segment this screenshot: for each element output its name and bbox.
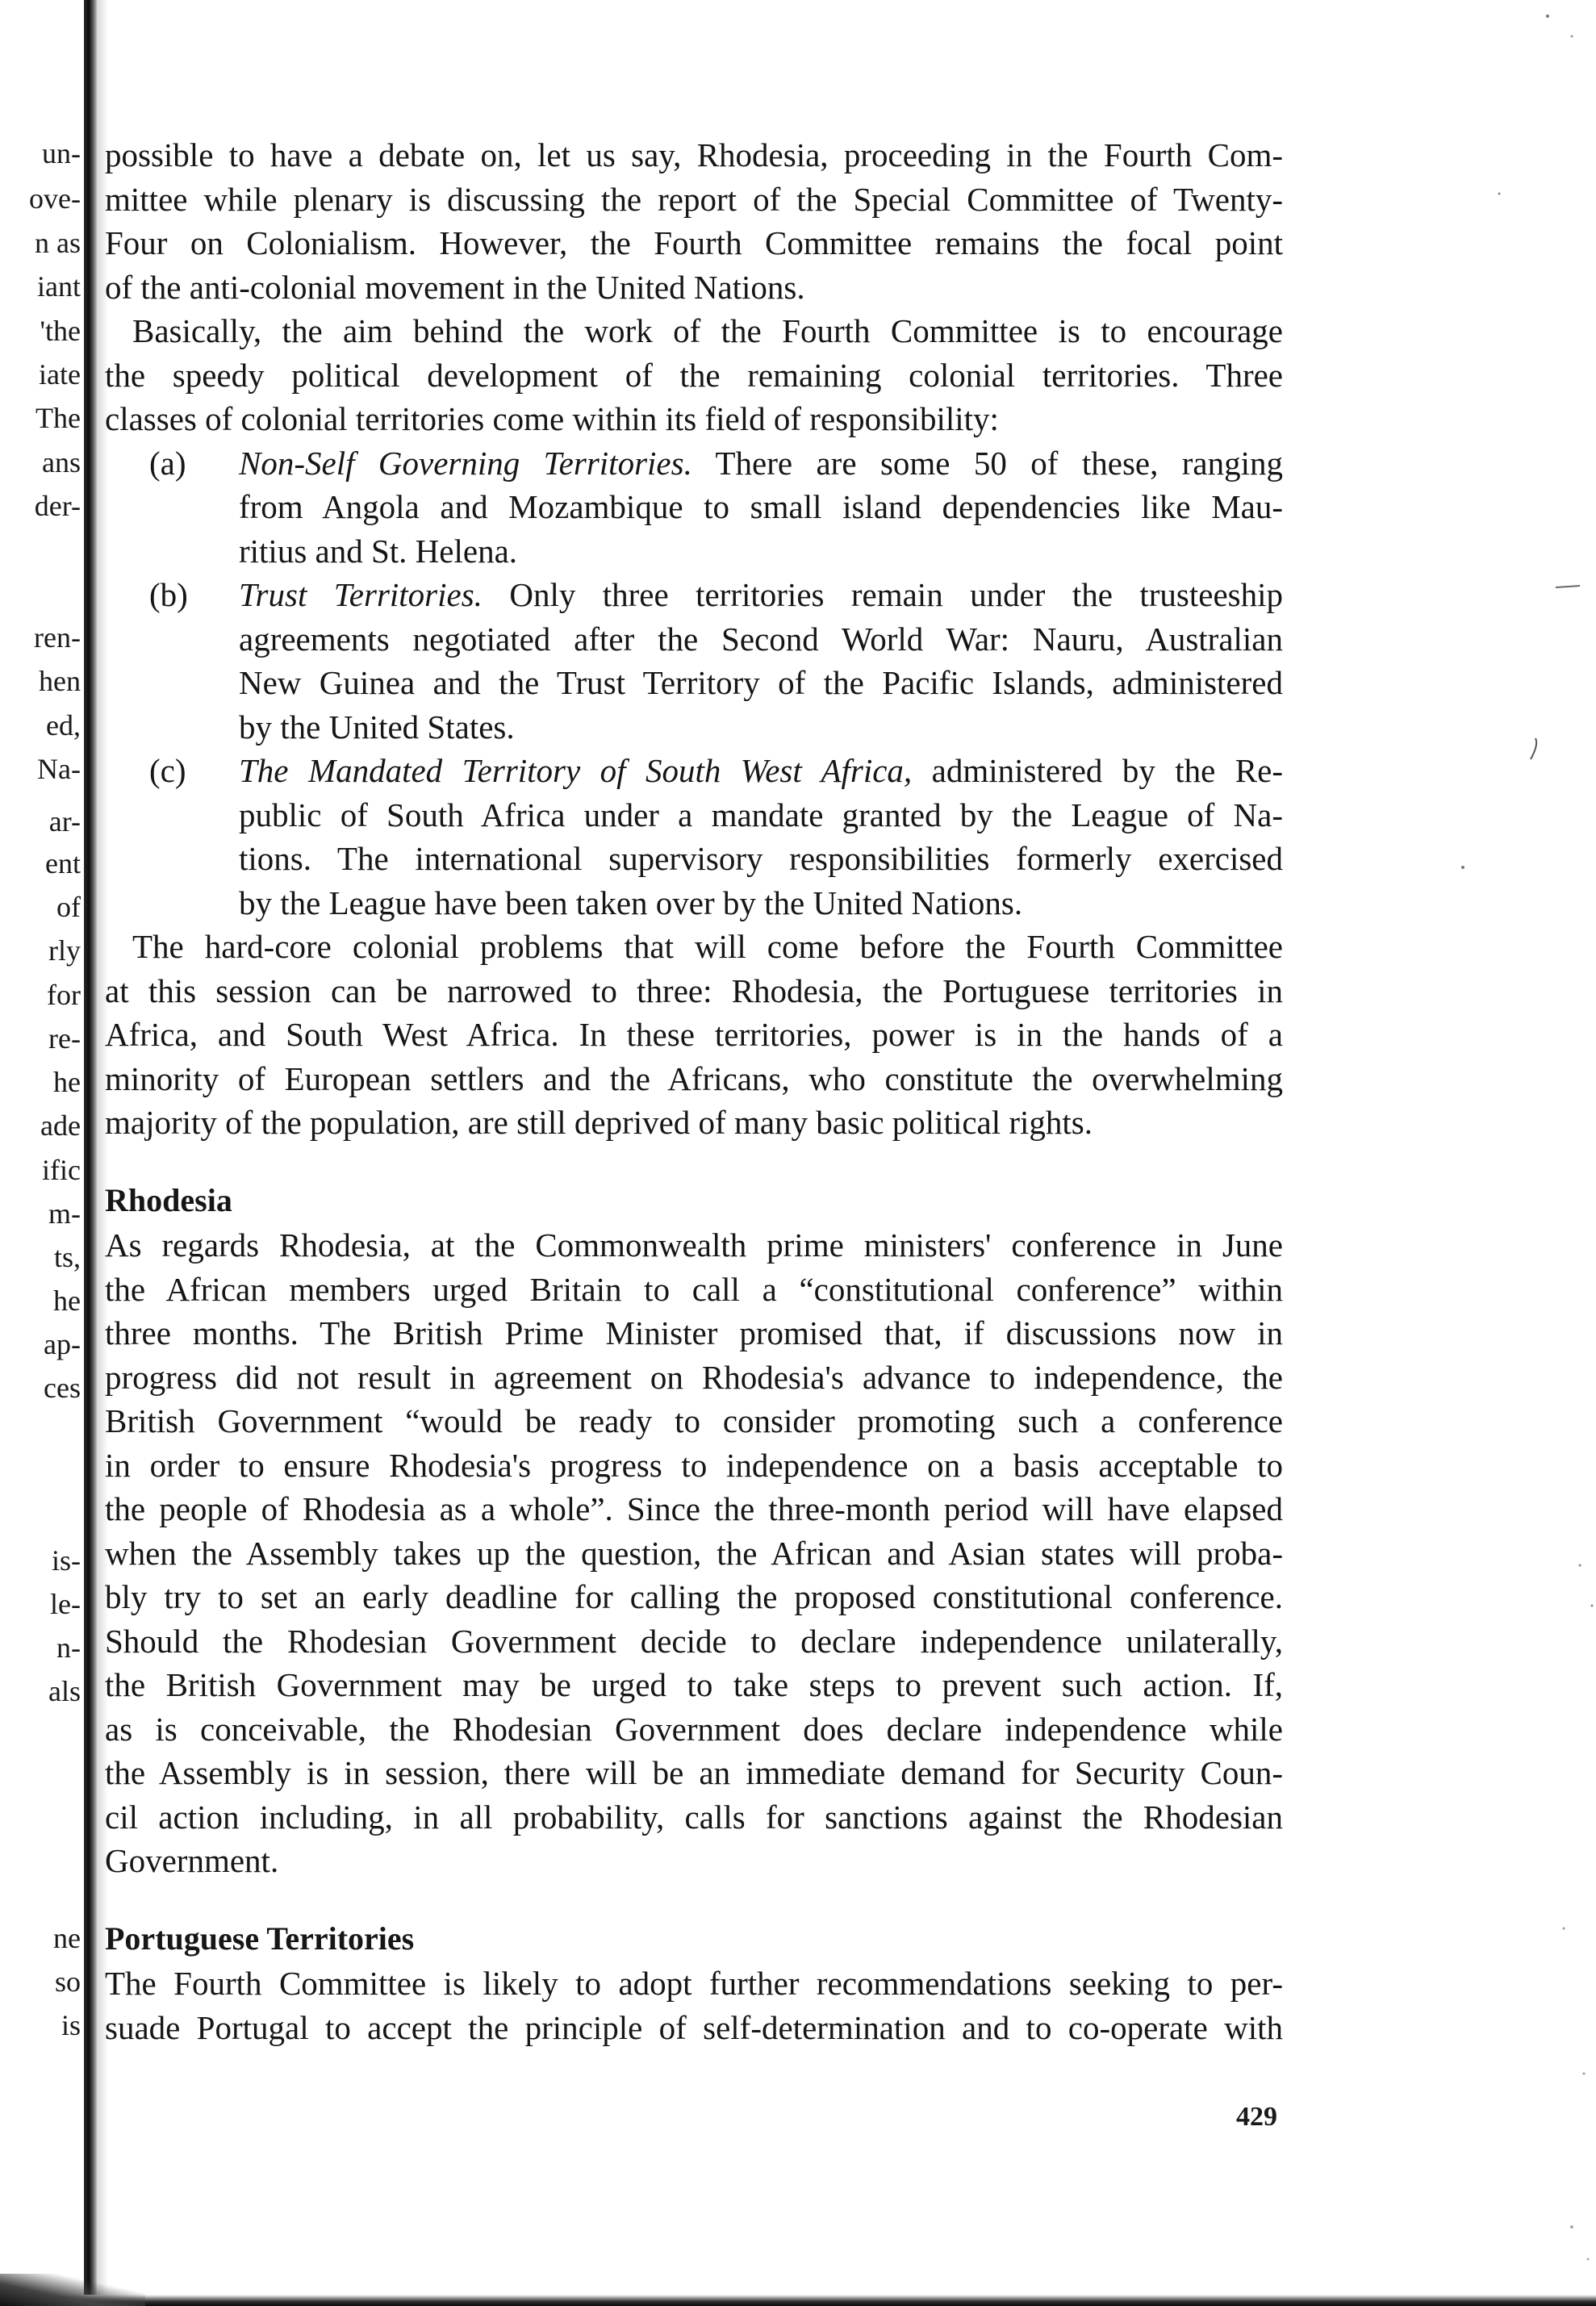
intro-paragraph (105, 133, 1283, 309)
item-first-line (105, 441, 1283, 486)
text-line: mittee while plenary is discussing the report of the Special Committee of Twenty- (105, 180, 1283, 218)
text-line: by the League have been taken over by the United Nations. (239, 884, 1023, 921)
text-line: Four on Colonialism. However, the Fourth Committee remains the focal point (105, 224, 1283, 261)
rhodesia-section (105, 1179, 1283, 1883)
text-line: The Fourth Committee is likely to adopt further recommendations seeking to per- (105, 1965, 1283, 2002)
list-item-a (105, 441, 1283, 574)
section-heading: Rhodesia (105, 1181, 232, 1218)
item-title: Trust Territories. (239, 576, 483, 613)
text-line: the African members urged Britain to call a “constitutional conference” within (105, 1270, 1283, 1308)
text-line: by the United States. (239, 708, 515, 746)
fragment: iant (37, 270, 81, 303)
fragment: der- (34, 490, 81, 522)
page-number: 429 (1236, 2102, 1277, 2132)
fragment: he (53, 1066, 81, 1098)
text-line: the British Government may be urged to take steps to prevent such action. If, (105, 1666, 1283, 1703)
item-title: The Mandated Territory of South West Africa, (239, 752, 913, 789)
text-line: the Assembly is in session, there will be an immediate demand for Security Coun- (105, 1754, 1283, 1791)
fragment: ces (44, 1372, 81, 1404)
fragment: ific (42, 1154, 81, 1186)
item-text: administered by the Re- (912, 752, 1284, 789)
text-line: possible to have a debate on, let us say, Rhodesia, proceeding in the Fourth Com- (105, 136, 1283, 173)
list-item-c (105, 749, 1283, 925)
fragment: ade (40, 1109, 81, 1142)
text-line: suade Portugal to accept the principle of self-determination and to co-operate with (105, 2008, 1283, 2046)
text-line: progress did not result in agreement on Rhodesia's advance to independence, the (105, 1358, 1283, 1396)
text-line: New Guinea and the Trust Territory of the Pacific Islands, administered (239, 664, 1283, 701)
fragment: ne (53, 1922, 81, 1954)
text-line: of the anti-colonial movement in the United Nations. (105, 268, 805, 306)
text-line: the people of Rhodesia as a whole”. Since the three-month period will have elapsed (105, 1490, 1283, 1527)
text-line: majority of the population, are still deprived of many basic political rights. (105, 1104, 1093, 1141)
text-line: tions. The international supervisory responsibilities formerly exercised (239, 840, 1283, 877)
text-line: Should the Rhodesian Government decide to declare independence unilaterally, (105, 1622, 1283, 1660)
text-line: bly try to set an early deadline for calling the proposed constitutional conference. (105, 1578, 1283, 1615)
fragment: he (53, 1285, 81, 1317)
fragment: als (48, 1675, 81, 1707)
text-line: classes of colonial territories come within its field of responsibility: (105, 400, 999, 437)
fragment: ap- (44, 1328, 81, 1360)
fragment: rly (48, 934, 81, 967)
fragment: ans (42, 446, 81, 478)
text-line: ritius and St. Helena. (239, 532, 518, 570)
item-first-line (105, 573, 1283, 617)
text-line: agreements negotiated after the Second World War: Nauru, Australian (239, 620, 1283, 658)
text-line: when the Assembly takes up the question, the African and Asian states will proba- (105, 1534, 1283, 1572)
scan-speckles (1451, 0, 1596, 2306)
page-bottom-edge (0, 2295, 1596, 2306)
item-text: There are some 50 of these, ranging (691, 444, 1283, 482)
section-heading: Portuguese Territories (105, 1920, 415, 1957)
text-line: public of South Africa under a mandate granted by the League of Na- (239, 796, 1283, 833)
aims-paragraph (105, 309, 1283, 441)
item-marker: (a) (149, 444, 186, 482)
item-first-line (105, 749, 1283, 793)
fragment: ent (45, 847, 81, 879)
text-line: Government. (105, 1842, 279, 1879)
fragment: ren- (34, 621, 81, 654)
fragment: iate (39, 358, 81, 391)
text-line: minority of European settlers and the Africans, who constitute the overwhelming (105, 1059, 1283, 1097)
item-marker: (b) (149, 576, 188, 613)
fragment: ed, (46, 709, 81, 742)
fragment: so (54, 1966, 81, 1998)
text-line: the speedy political development of the remaining colonial territories. Three (105, 356, 1283, 394)
item-text: Only three territories remain under the trusteeship (482, 576, 1283, 613)
text-line: from Angola and Mozambique to small island dependencies like Mau- (239, 488, 1283, 525)
fragment: The (36, 402, 81, 434)
text-line: three months. The British Prime Minister promised that, if discussions now in (105, 1314, 1283, 1351)
fragment: m- (48, 1197, 81, 1230)
fragment: is (61, 2009, 81, 2041)
fragment: of (56, 891, 81, 923)
hard-core-paragraph (105, 925, 1283, 1145)
text-line: British Government “would be ready to consider promoting such a conference (105, 1402, 1283, 1439)
fragment: ts, (53, 1241, 81, 1273)
text-line: The hard-core colonial problems that will come before the Fourth Committee (132, 928, 1283, 965)
portuguese-section (105, 1917, 1283, 2050)
item-title: Non-Self Governing Territories. (239, 444, 692, 482)
text-line: As regards Rhodesia, at the Commonwealth prime ministers' conference in June (105, 1226, 1283, 1264)
fragment: ar- (48, 805, 81, 838)
fragment: un- (42, 137, 81, 169)
text-line: Basically, the aim behind the work of the Fourth Committee is to encourage (132, 312, 1283, 349)
fragment: hen (39, 665, 81, 697)
text-line: in order to ensure Rhodesia's progress to independence on a basis acceptable to (105, 1446, 1283, 1484)
fragment: ove- (29, 182, 81, 215)
fragment: 'the (40, 315, 81, 347)
fragment: n- (56, 1631, 81, 1664)
text-line: Africa, and South West Africa. In these territories, power is in the hands of a (105, 1016, 1283, 1053)
page-corner-shadow (0, 2274, 145, 2306)
fragment: le- (50, 1588, 81, 1620)
fragment: Na- (37, 753, 81, 785)
fragment: is- (52, 1544, 81, 1577)
fragment: for (47, 979, 81, 1011)
list-item-b (105, 573, 1283, 749)
item-marker: (c) (149, 752, 186, 789)
fragment: n as (35, 227, 81, 259)
fragment: re- (48, 1022, 81, 1055)
text-line: cil action including, in all probability, calls for sanctions against the Rhodesian (105, 1798, 1283, 1836)
text-line: at this session can be narrowed to three: Rhodesia, the Portuguese territories in (105, 971, 1283, 1009)
binding-gutter (84, 0, 97, 2306)
territory-class-list (105, 441, 1283, 925)
page-body (105, 133, 1283, 2049)
text-line: as is conceivable, the Rhodesian Government does declare independence while (105, 1710, 1283, 1748)
